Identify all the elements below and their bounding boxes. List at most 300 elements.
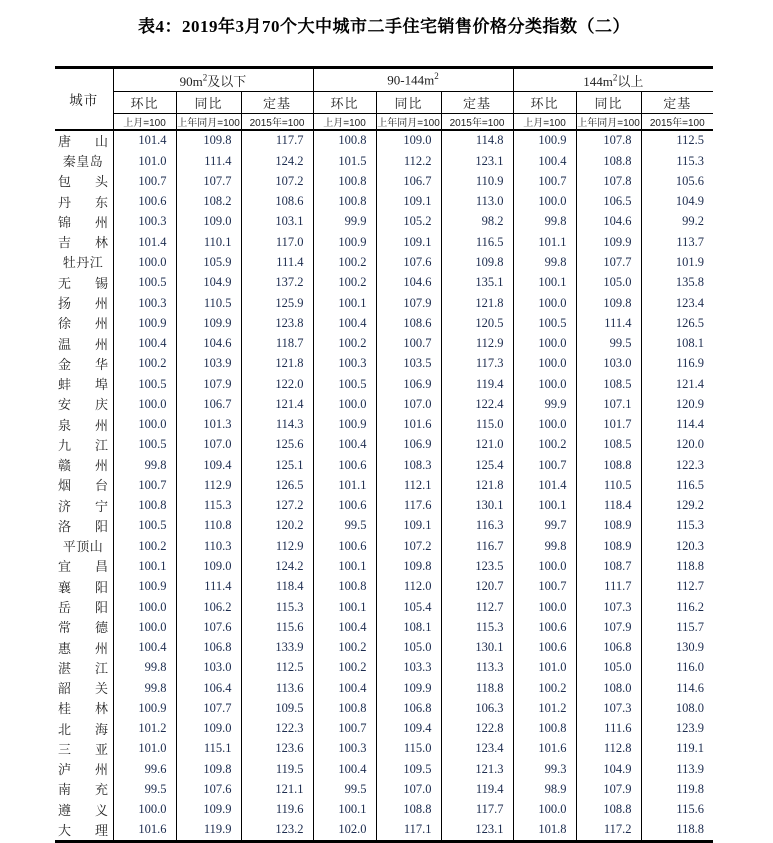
table-row bbox=[55, 617, 713, 637]
index-value-cell: 100.3 bbox=[313, 354, 376, 374]
base-period-header: 2015年=100 bbox=[241, 114, 313, 131]
index-value-cell: 130.1 bbox=[441, 638, 513, 658]
city-name: 泸 州 bbox=[58, 762, 108, 778]
index-value-cell: 112.9 bbox=[176, 476, 241, 496]
index-value-cell: 108.3 bbox=[376, 455, 441, 475]
index-value-cell: 100.2 bbox=[313, 334, 376, 354]
index-value-cell: 115.3 bbox=[241, 597, 313, 617]
index-value-cell: 100.3 bbox=[113, 212, 176, 232]
table-row bbox=[55, 800, 713, 820]
index-value-cell: 110.1 bbox=[176, 232, 241, 252]
index-value-cell: 100.2 bbox=[113, 536, 176, 556]
index-value-cell: 108.6 bbox=[241, 192, 313, 212]
index-value-cell: 118.4 bbox=[576, 496, 641, 516]
index-value-cell: 109.4 bbox=[376, 719, 441, 739]
index-value-cell: 107.9 bbox=[376, 293, 441, 313]
index-value-cell: 100.4 bbox=[313, 759, 376, 779]
index-value-cell: 111.4 bbox=[176, 151, 241, 171]
city-name: 无 锡 bbox=[58, 275, 108, 291]
index-value-cell: 100.4 bbox=[313, 617, 376, 637]
index-value-cell: 123.4 bbox=[441, 739, 513, 759]
city-cell bbox=[55, 435, 113, 455]
index-value-cell: 118.7 bbox=[241, 334, 313, 354]
index-value-cell: 100.5 bbox=[113, 374, 176, 394]
index-value-cell: 115.3 bbox=[441, 617, 513, 637]
index-value-cell: 100.8 bbox=[313, 698, 376, 718]
table-row bbox=[55, 820, 713, 842]
city-cell bbox=[55, 212, 113, 232]
index-value-cell: 100.0 bbox=[513, 597, 576, 617]
index-value-cell: 100.2 bbox=[113, 354, 176, 374]
index-value-cell: 107.1 bbox=[576, 394, 641, 414]
index-value-cell: 100.1 bbox=[113, 557, 176, 577]
city-cell bbox=[55, 739, 113, 759]
table-row bbox=[55, 374, 713, 394]
index-value-cell: 107.6 bbox=[176, 780, 241, 800]
index-value-cell: 101.6 bbox=[513, 739, 576, 759]
index-value-cell: 130.1 bbox=[441, 496, 513, 516]
index-value-cell: 113.0 bbox=[441, 192, 513, 212]
index-value-cell: 100.5 bbox=[113, 435, 176, 455]
city-name: 牡 丹 江 bbox=[62, 255, 104, 271]
index-value-cell: 106.8 bbox=[376, 698, 441, 718]
index-value-cell: 120.5 bbox=[441, 313, 513, 333]
index-value-cell: 100.4 bbox=[313, 435, 376, 455]
index-value-cell: 106.7 bbox=[176, 394, 241, 414]
index-value-cell: 124.2 bbox=[241, 151, 313, 171]
index-value-cell: 100.4 bbox=[313, 678, 376, 698]
index-value-cell: 137.2 bbox=[241, 273, 313, 293]
table-row bbox=[55, 334, 713, 354]
index-value-cell: 120.0 bbox=[641, 435, 713, 455]
index-value-cell: 108.8 bbox=[576, 800, 641, 820]
index-value-cell: 104.6 bbox=[176, 334, 241, 354]
city-cell bbox=[55, 192, 113, 212]
index-value-cell: 101.8 bbox=[513, 820, 576, 842]
index-value-cell: 109.4 bbox=[176, 455, 241, 475]
index-value-cell: 100.8 bbox=[113, 496, 176, 516]
index-value-cell: 104.9 bbox=[576, 759, 641, 779]
index-value-cell: 108.9 bbox=[576, 536, 641, 556]
table-row bbox=[55, 394, 713, 414]
index-value-cell: 108.9 bbox=[576, 516, 641, 536]
city-name: 金 华 bbox=[58, 356, 108, 372]
index-value-cell: 109.8 bbox=[576, 293, 641, 313]
index-value-cell: 111.6 bbox=[576, 719, 641, 739]
index-value-cell: 112.9 bbox=[241, 536, 313, 556]
index-value-cell: 121.4 bbox=[641, 374, 713, 394]
index-value-cell: 108.0 bbox=[641, 698, 713, 718]
index-value-cell: 123.6 bbox=[241, 739, 313, 759]
metric-header: 定基 bbox=[641, 92, 713, 114]
index-value-cell: 108.5 bbox=[576, 374, 641, 394]
table-row bbox=[55, 232, 713, 252]
base-period-header: 上月=100 bbox=[113, 114, 176, 131]
group-label: 90m bbox=[179, 73, 203, 89]
index-value-cell: 100.0 bbox=[113, 415, 176, 435]
index-value-cell: 114.8 bbox=[441, 130, 513, 151]
city-name: 九 江 bbox=[58, 437, 108, 453]
index-value-cell: 105.0 bbox=[376, 638, 441, 658]
city-name: 洛 阳 bbox=[58, 518, 108, 534]
index-value-cell: 111.7 bbox=[576, 577, 641, 597]
table-row bbox=[55, 435, 713, 455]
city-name: 遵 义 bbox=[58, 802, 108, 818]
city-column-header: 城市 bbox=[55, 68, 113, 131]
index-value-cell: 122.4 bbox=[441, 394, 513, 414]
table-row bbox=[55, 719, 713, 739]
index-value-cell: 107.2 bbox=[241, 172, 313, 192]
city-cell bbox=[55, 638, 113, 658]
city-cell bbox=[55, 130, 113, 151]
index-value-cell: 107.6 bbox=[176, 617, 241, 637]
index-value-cell: 100.9 bbox=[113, 698, 176, 718]
index-value-cell: 129.2 bbox=[641, 496, 713, 516]
index-value-cell: 108.2 bbox=[176, 192, 241, 212]
index-value-cell: 100.0 bbox=[113, 800, 176, 820]
index-value-cell: 119.4 bbox=[441, 780, 513, 800]
city-name: 蚌 埠 bbox=[58, 377, 108, 393]
index-value-cell: 100.7 bbox=[376, 334, 441, 354]
base-period-header: 上年同月=100 bbox=[376, 114, 441, 131]
index-value-cell: 135.1 bbox=[441, 273, 513, 293]
index-value-cell: 108.6 bbox=[376, 313, 441, 333]
city-name: 烟 台 bbox=[58, 478, 108, 494]
index-value-cell: 103.1 bbox=[241, 212, 313, 232]
index-value-cell: 112.5 bbox=[641, 130, 713, 151]
index-value-cell: 106.8 bbox=[576, 638, 641, 658]
index-value-cell: 112.7 bbox=[641, 577, 713, 597]
index-value-cell: 100.7 bbox=[513, 577, 576, 597]
table-row bbox=[55, 698, 713, 718]
table-row bbox=[55, 313, 713, 333]
metric-header: 同比 bbox=[376, 92, 441, 114]
index-value-cell: 99.7 bbox=[513, 516, 576, 536]
index-value-cell: 115.1 bbox=[176, 739, 241, 759]
city-cell bbox=[55, 698, 113, 718]
index-value-cell: 114.6 bbox=[641, 678, 713, 698]
index-value-cell: 116.9 bbox=[641, 354, 713, 374]
index-value-cell: 113.9 bbox=[641, 759, 713, 779]
index-value-cell: 112.7 bbox=[441, 597, 513, 617]
index-value-cell: 123.1 bbox=[441, 820, 513, 842]
index-value-cell: 100.6 bbox=[113, 192, 176, 212]
table-row bbox=[55, 597, 713, 617]
index-value-cell: 100.4 bbox=[313, 313, 376, 333]
metric-header: 同比 bbox=[176, 92, 241, 114]
index-value-cell: 123.8 bbox=[241, 313, 313, 333]
index-value-cell: 100.9 bbox=[113, 313, 176, 333]
index-value-cell: 100.4 bbox=[513, 151, 576, 171]
index-value-cell: 105.2 bbox=[376, 212, 441, 232]
index-value-cell: 100.9 bbox=[113, 577, 176, 597]
table-row bbox=[55, 678, 713, 698]
index-value-cell: 113.7 bbox=[641, 232, 713, 252]
index-value-cell: 101.7 bbox=[576, 415, 641, 435]
index-value-cell: 115.0 bbox=[441, 415, 513, 435]
index-value-cell: 108.8 bbox=[576, 455, 641, 475]
table-row bbox=[55, 293, 713, 313]
index-value-cell: 116.2 bbox=[641, 597, 713, 617]
base-period-header: 上月=100 bbox=[513, 114, 576, 131]
index-value-cell: 107.7 bbox=[176, 172, 241, 192]
index-value-cell: 101.6 bbox=[376, 415, 441, 435]
index-value-cell: 106.7 bbox=[376, 172, 441, 192]
index-value-cell: 103.9 bbox=[176, 354, 241, 374]
index-value-cell: 124.2 bbox=[241, 557, 313, 577]
index-value-cell: 114.4 bbox=[641, 415, 713, 435]
index-value-cell: 101.9 bbox=[641, 253, 713, 273]
index-value-cell: 121.8 bbox=[441, 293, 513, 313]
index-value-cell: 116.5 bbox=[641, 476, 713, 496]
index-value-cell: 100.6 bbox=[313, 496, 376, 516]
city-cell bbox=[55, 678, 113, 698]
city-name: 吉 林 bbox=[58, 235, 108, 251]
table-row bbox=[55, 780, 713, 800]
table-row bbox=[55, 739, 713, 759]
city-name: 大 理 bbox=[58, 822, 108, 838]
table-row bbox=[55, 638, 713, 658]
city-cell bbox=[55, 354, 113, 374]
index-value-cell: 120.3 bbox=[641, 536, 713, 556]
index-value-cell: 112.5 bbox=[241, 658, 313, 678]
index-value-cell: 108.1 bbox=[641, 334, 713, 354]
index-value-cell: 101.0 bbox=[513, 658, 576, 678]
table-row bbox=[55, 273, 713, 293]
index-value-cell: 100.6 bbox=[313, 536, 376, 556]
table-row bbox=[55, 253, 713, 273]
index-value-cell: 126.5 bbox=[641, 313, 713, 333]
base-period-header: 2015年=100 bbox=[641, 114, 713, 131]
city-cell bbox=[55, 759, 113, 779]
index-value-cell: 108.7 bbox=[576, 557, 641, 577]
table-row bbox=[55, 354, 713, 374]
index-value-cell: 100.0 bbox=[513, 557, 576, 577]
index-value-cell: 107.0 bbox=[376, 394, 441, 414]
index-value-cell: 99.6 bbox=[113, 759, 176, 779]
base-period-header: 上年同月=100 bbox=[176, 114, 241, 131]
city-name: 韶 关 bbox=[58, 681, 108, 697]
index-value-cell: 104.6 bbox=[376, 273, 441, 293]
index-value-cell: 100.9 bbox=[313, 232, 376, 252]
index-value-cell: 100.2 bbox=[313, 658, 376, 678]
index-value-cell: 100.7 bbox=[313, 719, 376, 739]
table-row bbox=[55, 496, 713, 516]
index-value-cell: 100.1 bbox=[313, 293, 376, 313]
index-value-cell: 117.2 bbox=[576, 820, 641, 842]
base-period-header: 2015年=100 bbox=[441, 114, 513, 131]
index-value-cell: 117.1 bbox=[376, 820, 441, 842]
index-value-cell: 99.8 bbox=[513, 536, 576, 556]
group-label: 144m bbox=[583, 73, 613, 89]
index-value-cell: 100.0 bbox=[113, 597, 176, 617]
index-value-cell: 108.0 bbox=[576, 678, 641, 698]
index-value-cell: 100.0 bbox=[513, 334, 576, 354]
index-value-cell: 121.8 bbox=[441, 476, 513, 496]
table-header bbox=[55, 68, 713, 131]
index-value-cell: 123.1 bbox=[441, 151, 513, 171]
index-value-cell: 109.1 bbox=[376, 232, 441, 252]
city-cell bbox=[55, 496, 113, 516]
index-value-cell: 106.4 bbox=[176, 678, 241, 698]
index-value-cell: 99.5 bbox=[113, 780, 176, 800]
index-value-cell: 107.3 bbox=[576, 597, 641, 617]
table-row bbox=[55, 516, 713, 536]
group-label: 及以下 bbox=[207, 73, 247, 89]
index-value-cell: 113.3 bbox=[441, 658, 513, 678]
index-value-cell: 120.7 bbox=[441, 577, 513, 597]
city-name: 泉 州 bbox=[58, 417, 108, 433]
index-value-cell: 106.9 bbox=[376, 374, 441, 394]
city-cell bbox=[55, 273, 113, 293]
city-cell bbox=[55, 394, 113, 414]
city-cell bbox=[55, 172, 113, 192]
index-value-cell: 109.8 bbox=[176, 759, 241, 779]
index-value-cell: 121.3 bbox=[441, 759, 513, 779]
city-cell bbox=[55, 253, 113, 273]
index-value-cell: 100.0 bbox=[513, 415, 576, 435]
table-row bbox=[55, 192, 713, 212]
index-value-cell: 105.4 bbox=[376, 597, 441, 617]
group-header-90-below bbox=[113, 68, 313, 92]
index-value-cell: 108.8 bbox=[376, 800, 441, 820]
index-value-cell: 122.3 bbox=[241, 719, 313, 739]
city-cell bbox=[55, 455, 113, 475]
index-value-cell: 115.6 bbox=[641, 800, 713, 820]
city-cell bbox=[55, 820, 113, 842]
index-value-cell: 99.8 bbox=[113, 658, 176, 678]
index-value-cell: 114.3 bbox=[241, 415, 313, 435]
index-value-cell: 121.4 bbox=[241, 394, 313, 414]
index-value-cell: 109.9 bbox=[576, 232, 641, 252]
table-row bbox=[55, 476, 713, 496]
index-value-cell: 109.9 bbox=[376, 678, 441, 698]
index-value-cell: 100.8 bbox=[513, 719, 576, 739]
city-cell bbox=[55, 800, 113, 820]
index-value-cell: 119.5 bbox=[241, 759, 313, 779]
index-value-cell: 100.5 bbox=[513, 313, 576, 333]
city-name: 北 海 bbox=[58, 721, 108, 737]
city-name: 扬 州 bbox=[58, 295, 108, 311]
index-value-cell: 107.0 bbox=[176, 435, 241, 455]
index-value-cell: 115.3 bbox=[641, 516, 713, 536]
index-value-cell: 100.2 bbox=[513, 435, 576, 455]
table-body bbox=[55, 130, 713, 842]
index-value-cell: 107.7 bbox=[176, 698, 241, 718]
index-value-cell: 115.3 bbox=[641, 151, 713, 171]
city-name: 锦 州 bbox=[58, 214, 108, 230]
city-name: 平 顶 山 bbox=[62, 539, 104, 555]
index-value-cell: 109.5 bbox=[376, 759, 441, 779]
metric-header-row bbox=[55, 92, 713, 114]
index-value-cell: 110.5 bbox=[576, 476, 641, 496]
index-value-cell: 100.6 bbox=[313, 455, 376, 475]
index-value-cell: 99.9 bbox=[313, 212, 376, 232]
index-value-cell: 103.0 bbox=[576, 354, 641, 374]
index-value-cell: 111.4 bbox=[576, 313, 641, 333]
index-value-cell: 107.8 bbox=[576, 172, 641, 192]
index-value-cell: 108.8 bbox=[576, 151, 641, 171]
index-value-cell: 119.1 bbox=[641, 739, 713, 759]
index-value-cell: 99.8 bbox=[113, 678, 176, 698]
city-name: 温 州 bbox=[58, 336, 108, 352]
index-value-cell: 118.8 bbox=[641, 820, 713, 842]
index-value-cell: 100.0 bbox=[513, 374, 576, 394]
index-value-cell: 135.8 bbox=[641, 273, 713, 293]
index-value-cell: 107.6 bbox=[376, 253, 441, 273]
index-value-cell: 106.9 bbox=[376, 435, 441, 455]
table-row bbox=[55, 536, 713, 556]
city-name: 唐 山 bbox=[58, 133, 108, 149]
city-name: 包 头 bbox=[58, 174, 108, 190]
city-name: 三 亚 bbox=[58, 741, 108, 757]
index-value-cell: 99.8 bbox=[113, 455, 176, 475]
group-label: 以上 bbox=[617, 73, 644, 89]
metric-header: 同比 bbox=[576, 92, 641, 114]
index-value-cell: 101.5 bbox=[313, 151, 376, 171]
index-value-cell: 100.7 bbox=[513, 172, 576, 192]
index-value-cell: 119.6 bbox=[241, 800, 313, 820]
city-cell bbox=[55, 415, 113, 435]
index-value-cell: 119.8 bbox=[641, 780, 713, 800]
index-value-cell: 100.0 bbox=[513, 354, 576, 374]
index-value-cell: 100.3 bbox=[113, 293, 176, 313]
city-cell bbox=[55, 597, 113, 617]
base-period-header: 上月=100 bbox=[313, 114, 376, 131]
table-row bbox=[55, 455, 713, 475]
index-value-cell: 116.3 bbox=[441, 516, 513, 536]
index-value-cell: 112.1 bbox=[376, 476, 441, 496]
metric-header: 环比 bbox=[513, 92, 576, 114]
city-cell bbox=[55, 780, 113, 800]
group-header-144-above bbox=[513, 68, 713, 92]
superscript-2: 2 bbox=[612, 72, 618, 83]
index-value-cell: 112.9 bbox=[441, 334, 513, 354]
city-name: 宜 昌 bbox=[58, 559, 108, 575]
index-value-cell: 100.6 bbox=[513, 617, 576, 637]
metric-header: 定基 bbox=[441, 92, 513, 114]
city-name: 秦 皇 岛 bbox=[62, 154, 104, 170]
index-value-cell: 98.2 bbox=[441, 212, 513, 232]
index-value-cell: 117.3 bbox=[441, 354, 513, 374]
index-value-cell: 100.0 bbox=[313, 394, 376, 414]
index-value-cell: 100.1 bbox=[313, 557, 376, 577]
city-name: 济 宁 bbox=[58, 498, 108, 514]
index-value-cell: 106.8 bbox=[176, 638, 241, 658]
index-value-cell: 115.0 bbox=[376, 739, 441, 759]
index-value-cell: 107.9 bbox=[576, 780, 641, 800]
index-value-cell: 107.9 bbox=[176, 374, 241, 394]
index-value-cell: 115.7 bbox=[641, 617, 713, 637]
index-value-cell: 101.4 bbox=[113, 130, 176, 151]
index-value-cell: 107.2 bbox=[376, 536, 441, 556]
index-value-cell: 100.0 bbox=[513, 800, 576, 820]
index-value-cell: 125.4 bbox=[441, 455, 513, 475]
base-period-header: 上年同月=100 bbox=[576, 114, 641, 131]
index-value-cell: 119.4 bbox=[441, 374, 513, 394]
index-value-cell: 101.3 bbox=[176, 415, 241, 435]
group-header-90-144 bbox=[313, 68, 513, 92]
index-value-cell: 107.7 bbox=[576, 253, 641, 273]
table-row bbox=[55, 415, 713, 435]
index-value-cell: 125.9 bbox=[241, 293, 313, 313]
index-value-cell: 117.7 bbox=[241, 130, 313, 151]
city-name: 岳 阳 bbox=[58, 599, 108, 615]
index-value-cell: 119.9 bbox=[176, 820, 241, 842]
index-value-cell: 100.1 bbox=[513, 273, 576, 293]
index-value-cell: 109.1 bbox=[376, 516, 441, 536]
index-value-cell: 118.4 bbox=[241, 577, 313, 597]
